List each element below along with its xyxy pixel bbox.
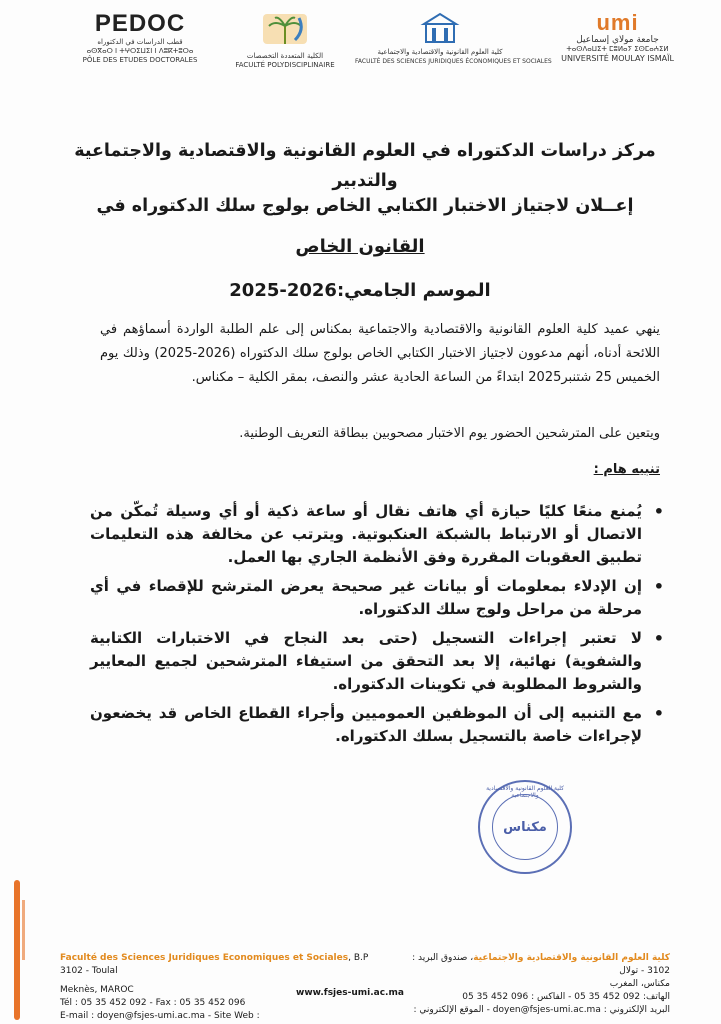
pedoc-logo	[80, 10, 200, 65]
fsje-french: FACULTÉ DES SCIENCES JURIDIQUES ÉCONOMIQUES ET SOCIALES	[355, 58, 552, 65]
fp-logo	[230, 10, 340, 70]
fp-arabic: الكلية المتعددة التخصصات	[246, 52, 324, 60]
list-item: • مع التنبيه إلى أن الموظفين العموميين وأجراء القطاع الخاص قد يخضعون لإجراءات خاصة بالتسجيل بسلك الدكتوراه.	[90, 702, 670, 748]
footer-faculty-fr: Faculté des Sciences Juridiques Economiques et Sociales	[60, 953, 349, 963]
umi-french: UNIVERSITÉ MOULAY ISMAÏL	[561, 54, 674, 63]
decorative-bar	[14, 880, 20, 1020]
pedoc-french: PÔLE DES ETUDES DOCTORALES	[82, 56, 198, 64]
stamp-center-text: مكناس	[492, 794, 558, 860]
announcement-paragraph: ينهي عميد كلية العلوم القانونية والاقتصادية والاجتماعية بمكناس إلى علم الطلبة الواردة أسماؤهم في اللائحة أدناه، أنهم مدعوون لاجتياز الاختبار الكتابي الخاص بولوج سلك الدكتوراه (2026-2025) وذلك يوم الخميس 25 شتنبر2025 ابتداءً من الساعة الحادية عشر والنصف، بمقر الكلية – مكناس.	[100, 322, 660, 385]
fp-french: FACULTÉ POLYDISCIPLINAIRE	[235, 61, 335, 69]
list-item: • يُمنع منعًا كليًا حيازة أي هاتف نقال أو ساعة ذكية أو أي وسيلة تُمكّن من الاتصال أو الارتباط بالشبكة العنكبوتية. ويترتب عن مخالفة هذه التعليمات تطبيق العقوبات المقررة وفق الأنظمة الجاري بها العمل.	[90, 500, 670, 569]
specialty-title: القانون الخاص	[295, 236, 425, 257]
decorative-bar-thin	[22, 900, 25, 960]
pedoc-tifinagh: ⴰⵙⴳⴰⵔ ⵏ ⵜⵖⵔⵉⵡⵉⵏ ⵏ ⴷⵓⴽⵜⵓⵔⴰ	[86, 47, 194, 55]
academic-year: الموسم الجامعي:2026-2025	[229, 280, 491, 301]
palm-tree-icon	[255, 10, 315, 48]
footer-faculty-ar: كلية العلوم القانونية والاقتصادية والاجتماعية	[473, 953, 670, 963]
centre-title	[60, 136, 670, 196]
footer-city-ar: مكناس، المغرب	[609, 979, 670, 989]
notice-heading: تنبيه هام :	[593, 462, 660, 477]
umi-logo	[545, 10, 690, 63]
id-card-paragraph: ويتعين على المترشحين الحضور يوم الاختبار مصحوبين ببطاقة التعريف الوطنية.	[239, 426, 660, 441]
stamp-ring-text: كلية العلوم القانونية والاقتصادية والاجتماعية	[486, 785, 564, 799]
announcement-title: إعــلان لاجتياز الاختبار الكتابي الخاص بولوج سلك الدكتوراه في	[96, 196, 634, 216]
footer-website-link[interactable]: www.fsjes-umi.ac.ma	[296, 988, 404, 998]
list-item: • إن الإدلاء بمعلومات أو بيانات غير صحيحة يعرض المترشح للإقصاء في أي مرحلة من مراحل ولوج سلك الدكتوراه.	[90, 575, 670, 621]
umi-tifinagh: ⵜⴰⵙⴷⴰⵡⵉⵜ ⵎⵓⵍⴰⵢ ⵉⵙⵎⴰⵄⵉⵍ	[566, 45, 669, 53]
umi-arabic: جامعة مولاي إسماعيل	[576, 35, 659, 45]
footer-email-fr: E-mail : doyen@fsjes-umi.ac.ma - Site Web :	[60, 1011, 260, 1021]
faculty-building-icon	[420, 10, 460, 44]
faculty-stamp	[478, 780, 572, 874]
footer-right	[400, 952, 670, 1017]
footer-email-ar: البريد الإلكتروني : doyen@fsjes-umi.ac.ma - الموقع الإلكتروني :	[413, 1005, 670, 1015]
umi-title: umi	[596, 10, 639, 35]
pedoc-arabic: قطب الدراسات في الدكتوراه	[97, 38, 183, 46]
fsje-logo	[355, 10, 552, 66]
footer-tel-fr: Tél : 05 35 452 092 - Fax : 05 35 452 096	[60, 998, 246, 1008]
footer-city-fr: Meknès, MAROC	[60, 985, 134, 995]
fsje-arabic: كلية العلوم القانونية والاقتصادية والاجتماعية	[377, 48, 503, 56]
pedoc-title: PEDOC	[94, 10, 186, 37]
centre-title-line-2: والتدبير	[332, 171, 398, 191]
list-item: • لا تعتبر إجراءات التسجيل (حتى بعد النجاح في الاختبارات الكتابية والشفوية) نهائية، إلا بعد التحقق من استيفاء المترشحين لجميع المعايير والشروط المطلوبة في تكوينات الدكتوراه.	[90, 627, 670, 696]
notice-list	[90, 500, 670, 754]
footer-tel-ar: الهاتف: 092 452 35 05 - الفاكس : 096 452 35 05	[462, 992, 670, 1002]
centre-title-line: مركز دراسات الدكتوراه في العلوم القانونية والاقتصادية والاجتماعية	[74, 141, 656, 161]
footer-bp-ar: ، صندوق البريد : 3102 - تولال	[412, 953, 670, 976]
footer-bp-fr: , B.P 3102 - Toulal	[60, 953, 369, 976]
